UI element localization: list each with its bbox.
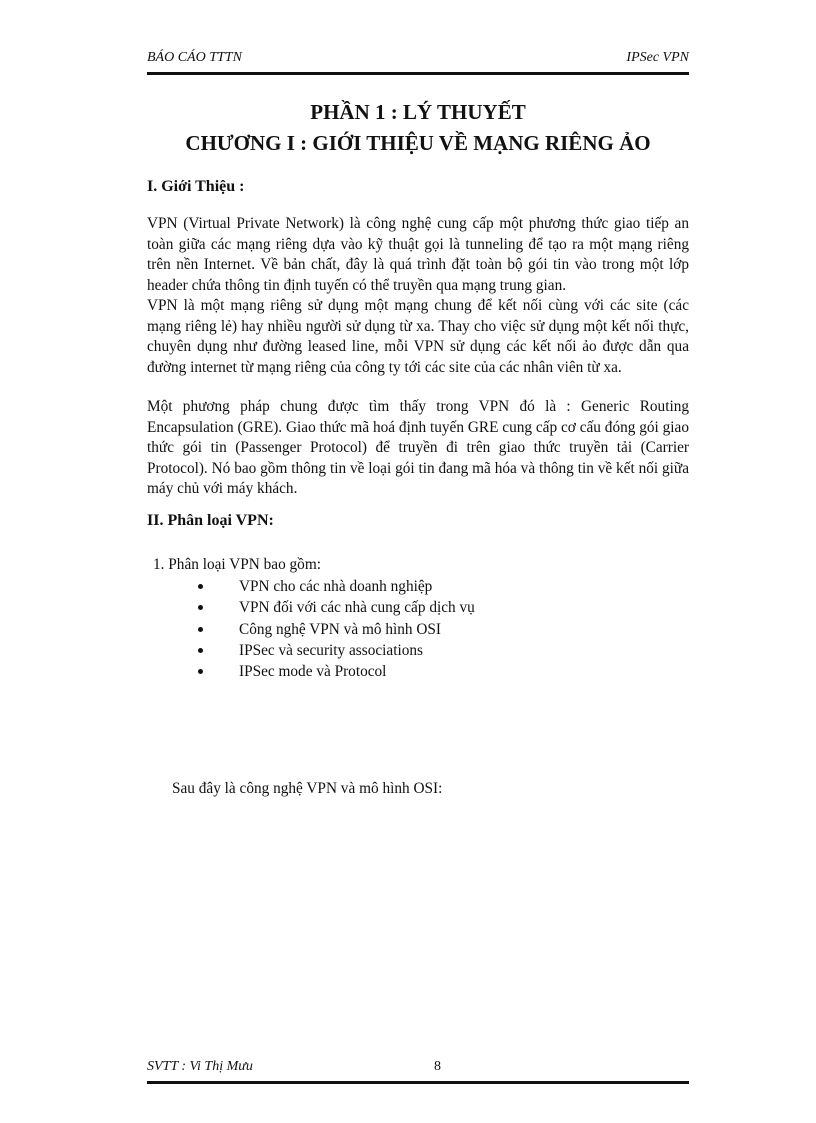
paragraph-text: VPN là một mạng riêng sử dụng một mạng chung để kết nối cùng với các site (các mạng riêng lẻ) hay nhiều người sử dụng từ xa. Thay cho việc sử dụng một kết nối thực, chuyên dụng như đường leased line, mỗi VPN sử dụng các kết nối ảo được dẫn qua đường internet từ mạng riêng của công ty tới các site của các nhân viên từ xa. (147, 297, 689, 376)
paragraph (147, 397, 689, 500)
page-footer (147, 1059, 689, 1081)
header-topic: IPSec VPN (626, 50, 689, 65)
chapter-title: CHƯƠNG I : GIỚI THIỆU VỀ MẠNG RIÊNG ẢO (185, 131, 651, 155)
footer-author: SVTT : Vi Thị Mưu (147, 1059, 253, 1074)
list-item (198, 661, 475, 682)
bullet-icon (198, 627, 203, 632)
footer-divider (147, 1081, 689, 1084)
paragraph-text: VPN (Virtual Private Network) là công nghệ cung cấp một phương thức giao tiếp an toàn giữa các mạng riêng dựa vào kỹ thuật gọi là tunneling để tạo ra một mạng riêng trên nền Internet. Về bản chất, đây là quá trình đặt toàn bộ gói tin vào trong một lớp header chứa thông tin định tuyến có thể truyền qua mạng trung gian. (147, 215, 689, 294)
paragraph (147, 214, 689, 296)
paragraph (147, 296, 689, 378)
list-item-text: VPN cho các nhà doanh nghiệp (239, 578, 433, 595)
bullet-icon (198, 605, 203, 610)
page-number: 8 (434, 1059, 441, 1074)
list-item (198, 619, 475, 640)
list-item-text: IPSec và security associations (239, 641, 423, 659)
list-item-text: VPN đối với các nhà cung cấp dịch vụ (239, 599, 475, 617)
closing-sentence: Sau đây là công nghệ VPN và mô hình OSI: (172, 780, 443, 797)
header-report-title: BÁO CÁO TTTN (147, 50, 242, 65)
list-item (198, 640, 475, 661)
section-heading-introduction: I. Giới Thiệu : (147, 178, 245, 195)
bullet-icon (198, 648, 203, 653)
bullet-list (198, 576, 475, 682)
paragraph-text: Một phương pháp chung được tìm thấy trong VPN đó là : Generic Routing Encapsulation (GRE). Giao thức mã hoá định tuyến GRE cung cấp cơ cấu đóng gói giao thức gói tin (Passenger Protocol) để truyền đi trên giao thức truyền tải (Carrier Protocol). Nó bao gồm thông tin về loại gói tin đang mã hóa và thông tin về kết nối giữa máy chủ với máy khách. (147, 398, 689, 498)
list-item (198, 576, 475, 597)
bullet-icon (198, 584, 203, 589)
list-intro: 1. Phân loại VPN bao gồm: (153, 556, 321, 573)
bullet-icon (198, 669, 203, 674)
page-header (147, 50, 689, 72)
list-item (198, 597, 475, 618)
list-item-text: Công nghệ VPN và mô hình OSI (239, 620, 441, 638)
section-heading-classification: II. Phân loại VPN: (147, 512, 274, 529)
list-item-text: IPSec mode và Protocol (239, 663, 387, 681)
part-title: PHẦN 1 : LÝ THUYẾT (310, 100, 526, 124)
header-divider (147, 72, 689, 75)
